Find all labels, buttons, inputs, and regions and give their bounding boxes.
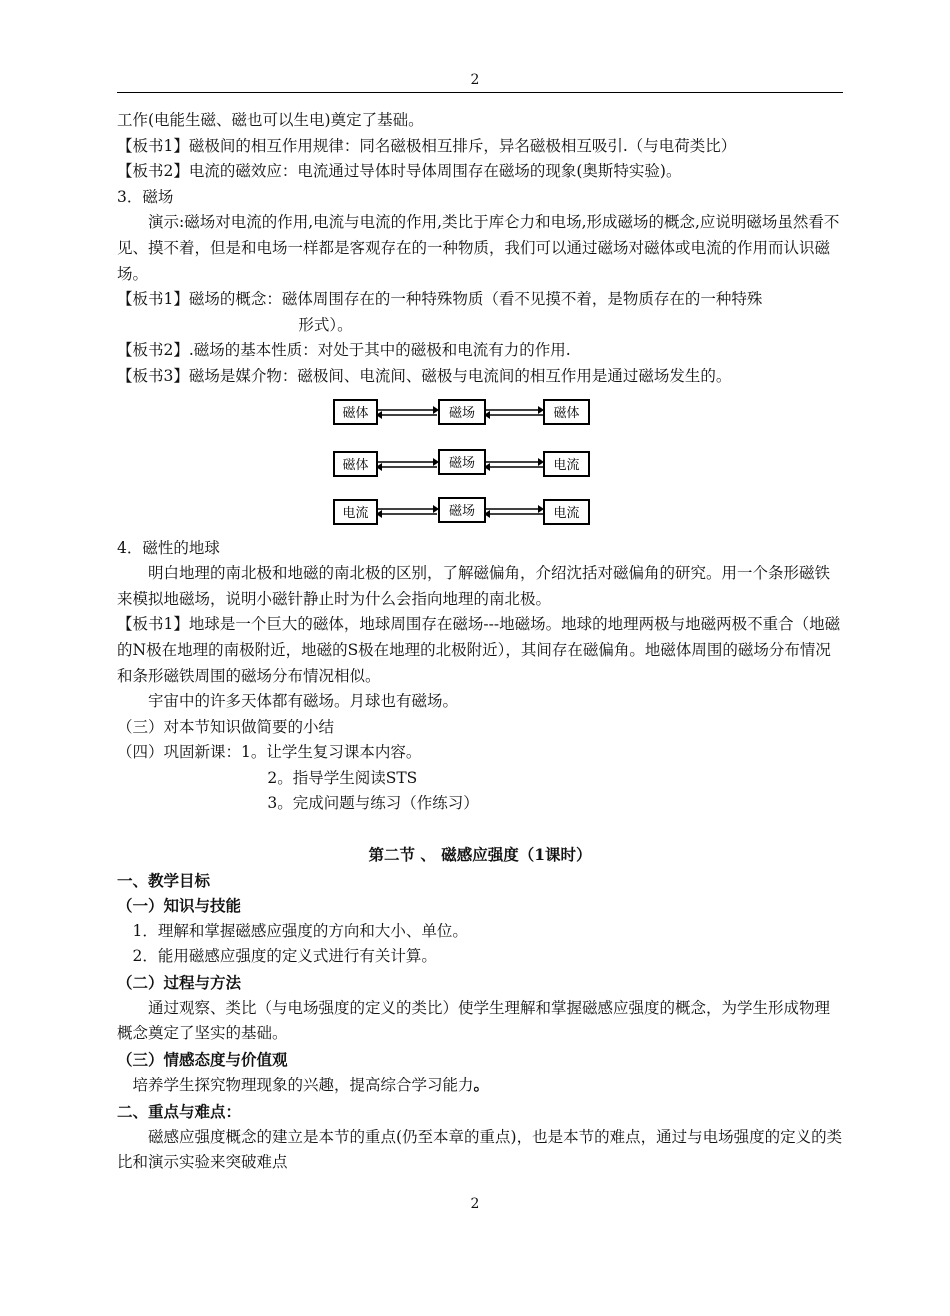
subheading: （一）知识与技能 bbox=[117, 896, 242, 916]
section-heading: 3．磁场 bbox=[117, 187, 174, 206]
document-body bbox=[117, 108, 843, 1176]
heading: 二、重点与难点： bbox=[117, 1102, 242, 1121]
paragraph: 通过观察、类比（与电场强度的定义的类比）使学生理解和掌握磁感应强度的概念，为学生形成物理概念奠定了坚实的基础。 bbox=[117, 998, 831, 1043]
paragraph: 工作(电能生磁、磁也可以生电)奠定了基础。 bbox=[117, 111, 424, 129]
diagram-box-label: 磁场 bbox=[448, 503, 476, 519]
section-heading: 4．磁性的地球 bbox=[117, 538, 220, 557]
diagram-box-label: 磁体 bbox=[553, 405, 580, 421]
paragraph-continuation: 形式）。 bbox=[298, 315, 353, 334]
list-item: 1．理解和掌握磁感应强度的方向和大小、单位。 bbox=[132, 921, 468, 940]
paragraph: 【板书2】.磁场的基本性质：对处于其中的磁极和电流有力的作用. bbox=[117, 341, 571, 360]
diagram-box-label: 磁体 bbox=[342, 405, 369, 421]
diagram-row-2 bbox=[334, 450, 589, 476]
subheading: （三）情感态度与价值观 bbox=[117, 1049, 288, 1069]
paragraph: 明白地理的南北极和地磁的南北极的区别，了解磁偏角，介绍沈括对磁偏角的研究。用一个条形磁铁来模拟地磁场，说明小磁针静止时为什么会指向地理的南北极。 bbox=[117, 564, 831, 608]
paragraph: 【板书3】磁场是媒介物：磁极间、电流间、磁极与电流间的相互作用是通过磁场发生的。 bbox=[117, 366, 732, 385]
header-rule bbox=[117, 92, 843, 93]
paragraph: 【板书1】地球是一个巨大的磁体，地球周围存在磁场---地磁场。地球的地理两极与地磁两极不重合（地磁的N极在地理的南极附近，地磁的S极在地理的北极附近），其间存在磁偏角。地磁体周围的磁场分布情况和条形磁铁周围的磁场分布情况相似。 bbox=[117, 615, 841, 685]
interaction-diagram bbox=[331, 394, 591, 532]
list-item: 2．能用磁感应强度的定义式进行有关计算。 bbox=[132, 947, 437, 966]
paragraph: （四）巩固新课：1。让学生复习课本内容。 bbox=[117, 743, 422, 762]
paragraph: 演示:磁场对电流的作用,电流与电流的作用,类比于库仑力和电场,形成磁场的概念,应说明磁场虽然看不见、摸不着，但是和电场一样都是客观存在的一种物质，我们可以通过磁场对磁体或电流的作用而认识磁场。 bbox=[117, 213, 840, 283]
heading: 一、教学目标 bbox=[117, 870, 211, 890]
list-item: 2。指导学生阅读STS bbox=[267, 768, 418, 787]
diagram-box-label: 磁场 bbox=[448, 455, 476, 471]
diagram-box-label: 磁场 bbox=[448, 405, 476, 421]
diagram-row-1 bbox=[334, 400, 589, 424]
footer-page-number: 2 bbox=[470, 1196, 480, 1212]
paragraph: 【板书2】电流的磁效应：电流通过导体时导体周围存在磁场的现象(奥斯特实验)。 bbox=[117, 162, 682, 181]
paragraph: 【板书1】磁场的概念：磁体周围存在的一种特殊物质（看不见摸不着，是物质存在的一种特殊 bbox=[117, 290, 763, 309]
diagram-box-label: 电流 bbox=[553, 457, 580, 473]
header-page-number: 2 bbox=[470, 72, 480, 88]
list-item: 3。完成问题与练习（作练习） bbox=[267, 794, 479, 813]
paragraph-text: 培养学生探究物理现象的兴趣，提高综合学习能力 bbox=[132, 1076, 474, 1095]
paragraph-end-mark: 。 bbox=[473, 1075, 490, 1095]
paragraph bbox=[117, 1072, 843, 1099]
section-title: 第二节 、 磁感应强度（1课时） bbox=[368, 845, 592, 865]
interaction-diagram-svg bbox=[331, 394, 591, 532]
paragraph: 【板书1】磁极间的相互作用规律：同名磁极相互排斥，异名磁极相互吸引.（与电荷类比） bbox=[117, 136, 737, 155]
paragraph: （三）对本节知识做简要的小结 bbox=[117, 717, 335, 736]
paragraph: 宇宙中的许多天体都有磁场。月球也有磁场。 bbox=[148, 692, 459, 711]
diagram-row-3 bbox=[334, 498, 589, 524]
diagram-box-label: 磁体 bbox=[342, 457, 369, 473]
diagram-box-label: 电流 bbox=[342, 505, 369, 521]
diagram-box-label: 电流 bbox=[553, 505, 580, 521]
paragraph: 磁感应强度概念的建立是本节的重点(仍至本章的重点)，也是本节的难点，通过与电场强度的定义的类比和演示实验来突破难点 bbox=[117, 1127, 843, 1172]
subheading: （二）过程与方法 bbox=[117, 973, 242, 993]
